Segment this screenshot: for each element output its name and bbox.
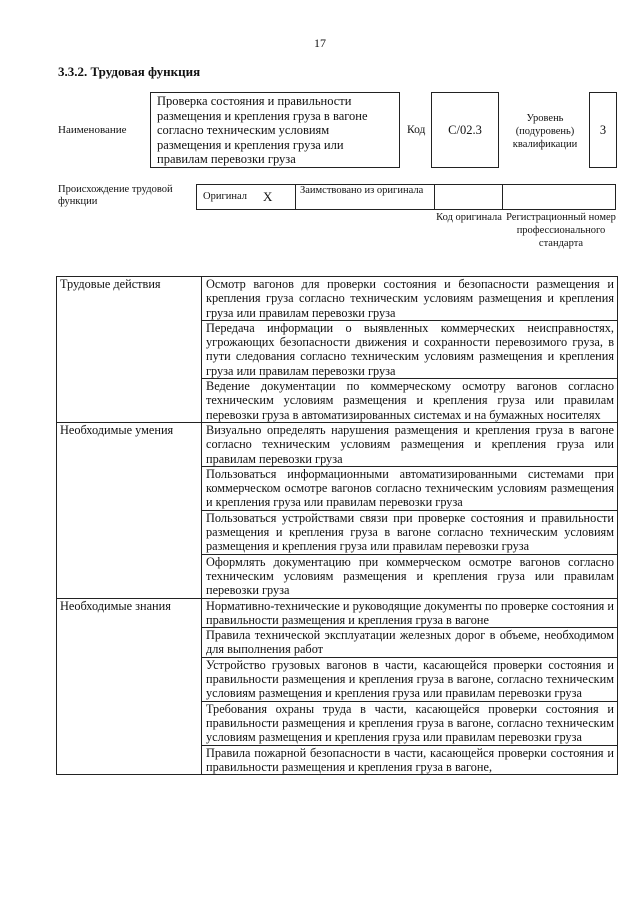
item-cell: Правила пожарной безопасности в части, касающейся проверки состояния и правильности размещения и крепления груза в вагоне, (202, 745, 618, 775)
item-cell: Нормативно-технические и руководящие документы по проверке состояния и правильности размещения и крепления груза в вагоне (202, 598, 618, 628)
original-cell (196, 185, 295, 209)
category-cell: Трудовые действия (57, 277, 202, 423)
item-cell: Визуально определять нарушения размещения и крепления груза в вагоне согласно техническим условиям размещения и крепления груза или правилам перевозки груза (202, 422, 618, 466)
code-value-box (431, 92, 499, 168)
code-value: С/02.3 (448, 122, 482, 137)
level-label: Уровень (подуровень) квалификации (512, 113, 578, 150)
item-cell: Требования охраны труда в части, касающейся проверки состояния и правильности размещения и крепления груза в вагоне, согласно техническим условиям размещения и крепления груза или правилам перевозки груза (202, 701, 618, 745)
origin-row (196, 184, 616, 210)
original-code-cell (434, 185, 502, 209)
function-name-box: Проверка состояния и правильности размещения и крепления груза в вагоне согласно техническим условиям размещения и крепления груза или правилам перевозки груза (150, 92, 400, 168)
item-cell: Передача информации о выявленных коммерческих неисправностях, угрожающих безопасности движения и сохранности перевозимого груза, в пути следования согласно техническим условиям размещения и крепления груза или правилам перевозки груза (202, 320, 618, 378)
table-row (57, 598, 618, 628)
registration-number-cell (502, 185, 616, 209)
origin-label: Происхождение трудовой функции (58, 184, 173, 207)
name-label: Наименование (58, 124, 127, 136)
page-number: 17 (314, 36, 326, 50)
item-cell: Пользоваться устройствами связи при проверке состояния и правильности размещения и крепления груза в вагоне согласно техническим условиям размещения и крепления груза или правилам перевозки груза (202, 510, 618, 554)
item-cell: Устройство грузовых вагонов в части, касающейся проверки состояния и правильности размещения и крепления груза в вагоне, согласно техническим условиям размещения и крепления груза или правилам перевозки груза (202, 657, 618, 701)
table-row (57, 277, 618, 321)
function-details-table (56, 276, 618, 775)
item-cell: Оформлять документацию при коммерческом осмотре вагонов согласно техническим условиям размещения и крепления груза или правилам перевозки груза (202, 554, 618, 598)
borrowed-cell: Заимствовано из оригинала (295, 185, 434, 209)
level-value: 3 (599, 122, 607, 137)
item-cell: Осмотр вагонов для проверки состояния и безопасности размещения и крепления груза согласно техническим условиям размещения и крепления груза или правилам перевозки груза (202, 277, 618, 321)
category-cell: Необходимые знания (57, 598, 202, 775)
level-value-box (589, 92, 617, 168)
category-cell: Необходимые умения (57, 422, 202, 598)
original-mark: X (263, 189, 273, 204)
item-cell: Правила технической эксплуатации железных дорог в объеме, необходимом для выполнения работ (202, 628, 618, 658)
original-label: Оригинал (203, 191, 247, 202)
section-title: 3.3.2. Трудовая функция (58, 64, 201, 79)
code-label: Код (407, 124, 426, 136)
registration-number-label: Регистрационный номер профессионального стандарта (506, 212, 616, 249)
original-code-label: Код оригинала (436, 212, 502, 223)
item-cell: Ведение документации по коммерческому осмотру вагонов согласно техническим условиям размещения и крепления груза или правилам перевозки груза в автоматизированных системах и на бумажных носителях (202, 379, 618, 423)
table-row (57, 422, 618, 466)
item-cell: Пользоваться информационными автоматизированными системами при коммерческом осмотре вагонов согласно техническим условиям размещения и крепления груза или правилам перевозки груза (202, 466, 618, 510)
